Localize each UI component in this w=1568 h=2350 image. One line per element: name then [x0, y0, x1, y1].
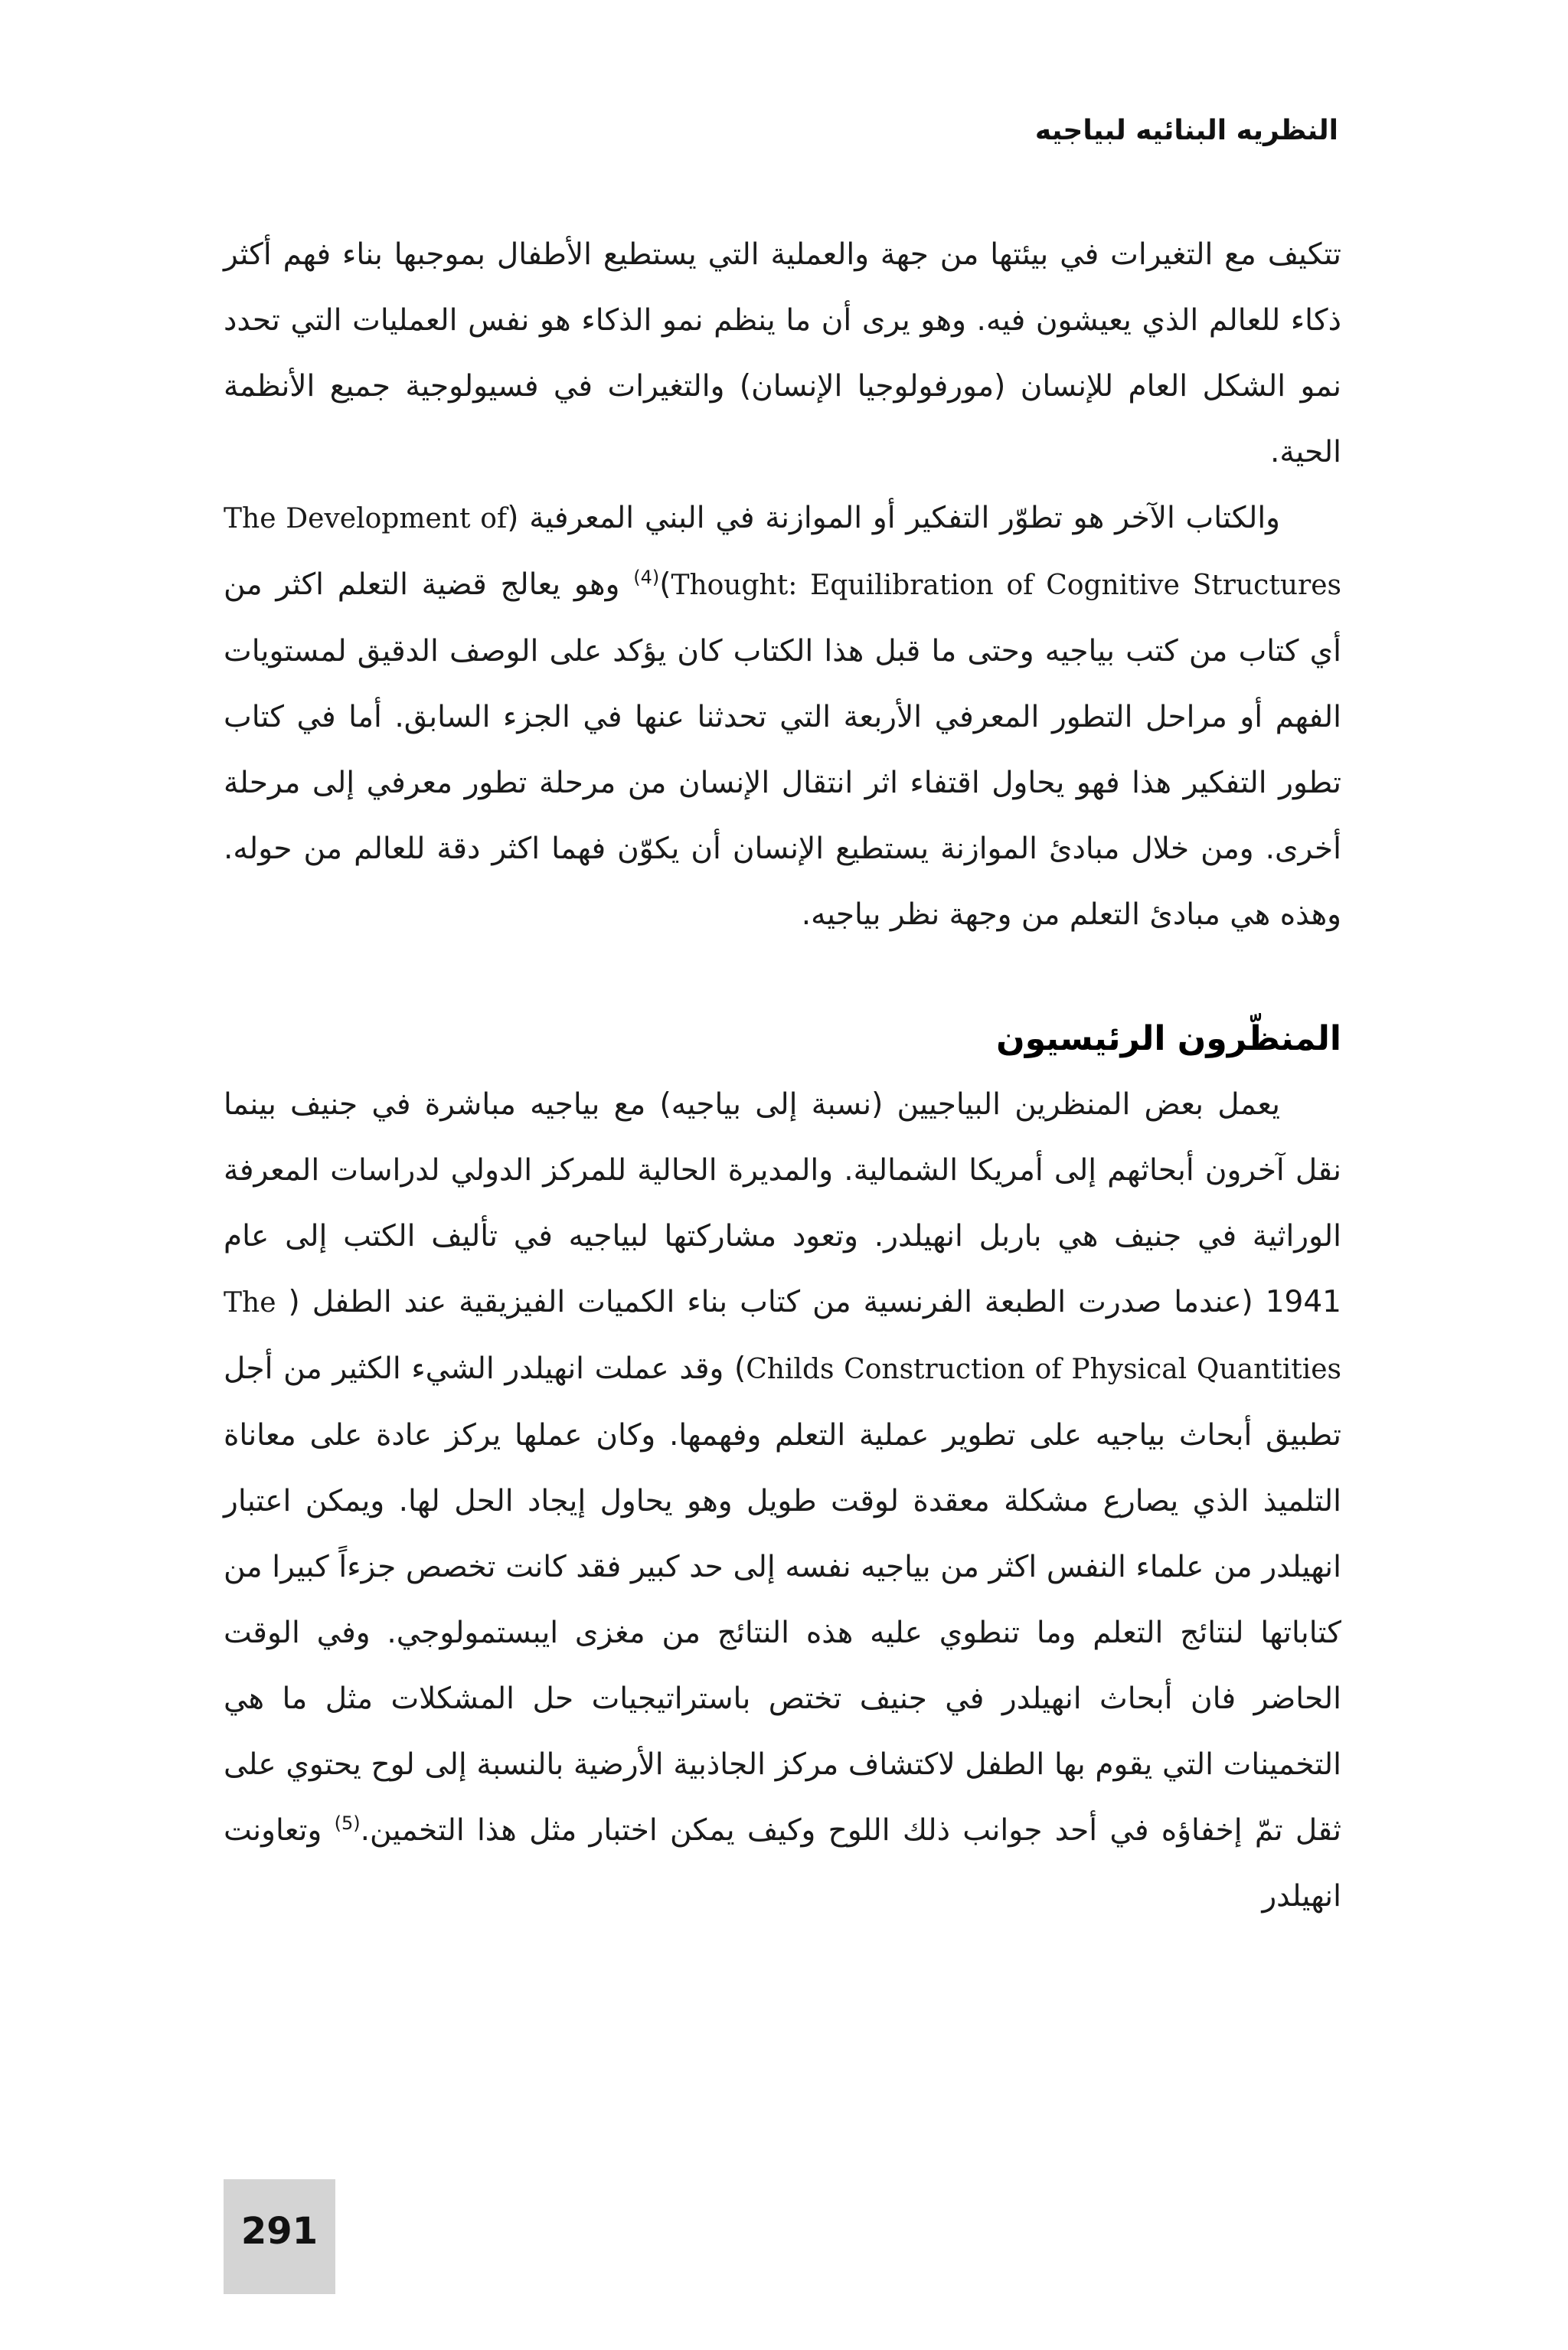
running-header-title: النظريه البنائيه لبياجيه	[1034, 115, 1338, 146]
footnote-ref-4: (4)	[633, 567, 660, 588]
english-book-title-1: The Development of Thought: Equilibration of Cognitive Structures	[224, 503, 1341, 601]
english-book-title-2: The Childs Construction of Physical Quantities	[224, 1287, 1341, 1385]
body-text	[224, 222, 1341, 1930]
paragraph-1: تتكيف مع التغيرات في بيئتها من جهة والعملية التي يستطيع الأطفال بموجبها بناء فهم أكثر ذكاء للعالم الذي يعيشون فيه. وهو يرى أن ما ينظم نمو الذكاء هو نفس العمليات التي تحدد نمو الشكل العام للإنسان (مورفولوجيا الإنسان) والتغيرات في فسيولوجية جميع الأنظمة الحية.	[224, 237, 1341, 469]
paragraph-2-text-end: وهو يعالج قضية التعلم اكثر من أي كتاب من كتب بياجيه وحتى ما قبل هذا الكتاب كان يؤكد على الوصف الدقيق لمستويات الفهم أو مراحل التطور المعرفي الأربعة التي تحدثنا عنها في الجزء السابق. أما في كتاب تطور التفكير هذا فهو يحاول اقتفاء اثر انتقال الإنسان من مرحلة تطور معرفي إلى مرحلة أخرى. ومن خلال مبادئ الموازنة يستطيع الإنسان أن يكوّن فهما اكثر دقة للعالم من حوله. وهذه هي مبادئ التعلم من وجهة نظر بياجيه.	[224, 567, 1341, 932]
paragraph-3-text-start: يعمل بعض المنظرين البياجيين (نسبة إلى بياجيه) مع بياجيه مباشرة في جنيف بينما نقل آخرون أبحاثهم إلى أمريكا الشمالية. والمديرة الحالية للمركز الدولي لدراسات المعرفة الوراثية في جنيف هي باربل انهيلدر. وتعود مشاركتها لبياجيه في تأليف الكتب إلى عام 1941 (عندما صدرت الطبعة الفرنسية من كتاب بناء الكميات الفيزيقية عند الطفل (	[224, 1087, 1341, 1319]
paragraph-3-text-middle: ) وقد عملت انهيلدر الشيء الكثير من أجل تطبيق أبحاث بياجيه على تطوير عملية التعلم وفهمها. وكان عملها يركز عادة على معاناة التلميذ الذي يصارع مشكلة معقدة لوقت طويل وهو يحاول إيجاد الحل لها. ويمكن اعتبار انهيلدر من علماء النفس اكثر من بياجيه نفسه إلى حد كبير فقد كانت تخصص جزءاً كبيرا من كتاباتها لنتائج التعلم وما تنطوي عليه هذه النتائج من مغزى ايبستمولوجي. وفي الوقت الحاضر فان أبحاث انهيلدر في جنيف تختص باستراتيجيات حل المشكلات مثل ما هي التخمينات التي يقوم بها الطفل لاكتشاف مركز الجاذبية الأرضية بالنسبة إلى لوح يحتوي على ثقل تمّ إخفاؤه في أحد جوانب ذلك اللوح وكيف يمكن اختبار مثل هذا التخمين.	[224, 1351, 1342, 1848]
paragraph-3-text-end: وتعاونت انهيلدر	[224, 1813, 1341, 1914]
footnote-ref-5: (5)	[334, 1812, 361, 1834]
paragraph-3	[224, 1072, 1341, 1930]
section-heading-key-theorists: المنظّرون الرئيسيون	[996, 1019, 1341, 1058]
paragraph-2-text-start: والكتاب الآخر هو تطوّر التفكير أو الموازنة في البني المعرفية (	[507, 501, 1280, 535]
paragraph-2-close-paren: )	[659, 567, 671, 602]
page-number: 291	[240, 2210, 318, 2253]
page-number-box	[224, 2179, 335, 2294]
paragraph-2	[224, 485, 1341, 948]
